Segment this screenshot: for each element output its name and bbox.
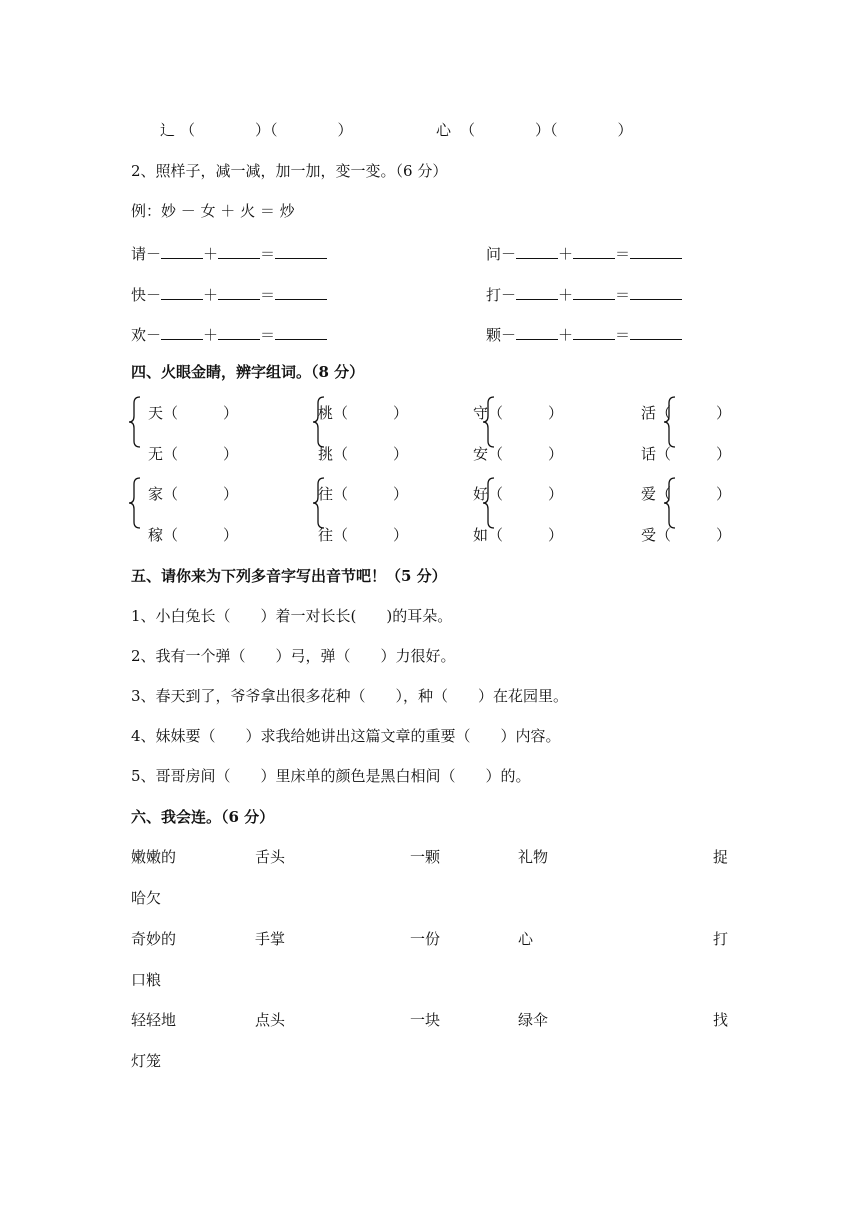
radical-chuo-slots: （ ）（ ） [180, 121, 353, 139]
word-char: 活 [641, 404, 657, 422]
word-answer-slot[interactable]: （ ） [333, 445, 409, 463]
match-item[interactable]: 一份 [410, 930, 441, 948]
q2-row-left [131, 323, 327, 345]
match-item[interactable]: 哈欠 [131, 889, 162, 907]
answer-blank[interactable] [630, 242, 682, 259]
q2-title: 2、照样子，减一减，加一加，变一变。（6 分） [131, 162, 448, 180]
word-answer-slot[interactable]: （ ） [656, 485, 732, 503]
word-char: 往 [318, 485, 334, 503]
q2-operator-equals: ＝ [260, 286, 276, 304]
word-answer-slot[interactable]: （ ） [656, 445, 732, 463]
radical-xin-slots: （ ）（ ） [460, 121, 633, 139]
answer-blank[interactable] [630, 283, 682, 300]
word-group-entry [641, 525, 731, 545]
word-answer-slot[interactable]: （ ） [163, 485, 239, 503]
q2-row-left [131, 242, 327, 264]
answer-blank[interactable] [630, 323, 682, 340]
match-item[interactable]: 一颗 [410, 848, 441, 866]
word-char: 话 [641, 445, 657, 463]
curly-brace-icon [312, 395, 328, 449]
answer-blank[interactable] [161, 283, 203, 300]
answer-blank[interactable] [516, 283, 558, 300]
answer-blank[interactable] [275, 283, 327, 300]
answer-blank[interactable] [516, 323, 558, 340]
q2-operator-plus: ＋ [558, 245, 574, 263]
word-group-entry [641, 444, 731, 464]
q2-operator-plus: ＋ [203, 286, 219, 304]
word-char: 天 [148, 404, 164, 422]
q2-operator-equals: ＝ [260, 245, 276, 263]
word-char: 守 [473, 404, 489, 422]
word-answer-slot[interactable]: （ ） [163, 404, 239, 422]
word-group-entry [318, 444, 408, 464]
word-char: 爱 [641, 485, 657, 503]
q2-operator-minus: － [146, 245, 162, 263]
word-answer-slot[interactable]: （ ） [333, 485, 409, 503]
q2-char: 欢 [131, 326, 147, 344]
q2-operator-minus: － [501, 326, 517, 344]
q2-char: 问 [486, 245, 502, 263]
q2-row-right [486, 283, 682, 305]
section6-title: 六、我会连。（6 分） [131, 808, 275, 826]
match-item[interactable]: 捉 [713, 848, 729, 866]
word-group-entry [148, 444, 238, 464]
match-item[interactable]: 绿伞 [518, 1011, 549, 1029]
q2-operator-minus: － [146, 286, 162, 304]
answer-blank[interactable] [161, 242, 203, 259]
q2-operator-plus: ＋ [558, 286, 574, 304]
curly-brace-icon [312, 476, 328, 530]
q2-char: 快 [131, 286, 147, 304]
word-group-entry [148, 525, 238, 545]
word-group-entry [148, 484, 238, 504]
word-char: 安 [473, 445, 489, 463]
section5-item: 4、妹妹要（ ）求我给她讲出这篇文章的重要（ ）内容。 [131, 727, 561, 745]
match-item[interactable]: 点头 [255, 1011, 286, 1029]
word-answer-slot[interactable]: （ ） [163, 445, 239, 463]
word-answer-slot[interactable]: （ ） [656, 404, 732, 422]
answer-blank[interactable] [573, 323, 615, 340]
q2-operator-equals: ＝ [260, 326, 276, 344]
answer-blank[interactable] [573, 242, 615, 259]
q2-char: 颗 [486, 326, 502, 344]
section4-title: 四、火眼金睛，辨字组词。（8 分） [131, 363, 365, 381]
word-group-entry [641, 484, 731, 504]
q2-operator-minus: － [501, 286, 517, 304]
word-group-entry [148, 403, 238, 423]
curly-brace-icon [482, 476, 498, 530]
word-char: 受 [641, 526, 657, 544]
curly-brace-icon [128, 476, 144, 530]
q2-operator-equals: ＝ [615, 326, 631, 344]
answer-blank[interactable] [218, 323, 260, 340]
curly-brace-icon [128, 395, 144, 449]
word-answer-slot[interactable]: （ ） [488, 404, 564, 422]
match-item[interactable]: 打 [713, 930, 729, 948]
word-group-entry [318, 484, 408, 504]
word-group-entry [318, 525, 408, 545]
answer-blank[interactable] [218, 242, 260, 259]
answer-blank[interactable] [275, 242, 327, 259]
q2-operator-minus: － [146, 326, 162, 344]
match-item[interactable]: 口粮 [131, 971, 162, 989]
word-answer-slot[interactable]: （ ） [163, 526, 239, 544]
match-item[interactable]: 灯笼 [131, 1052, 162, 1070]
word-answer-slot[interactable]: （ ） [333, 404, 409, 422]
curly-brace-icon [663, 395, 679, 449]
answer-blank[interactable] [218, 283, 260, 300]
word-answer-slot[interactable]: （ ） [488, 526, 564, 544]
section5-item: 3、春天到了，爷爷拿出很多花种（ ），种（ ）在花园里。 [131, 687, 569, 705]
match-item[interactable]: 嫩嫩的 [131, 848, 177, 866]
q2-operator-plus: ＋ [203, 245, 219, 263]
q2-row-left [131, 283, 327, 305]
word-answer-slot[interactable]: （ ） [488, 485, 564, 503]
match-item[interactable]: 手掌 [255, 930, 286, 948]
word-char: 无 [148, 445, 164, 463]
match-item[interactable]: 奇妙的 [131, 930, 177, 948]
q2-char: 打 [486, 286, 502, 304]
answer-blank[interactable] [275, 323, 327, 340]
curly-brace-icon [663, 476, 679, 530]
radical-chuo: 辶 [160, 121, 176, 139]
section5-item: 5、哥哥房间（ ）里床单的颜色是黑白相间（ ）的。 [131, 767, 531, 785]
answer-blank[interactable] [516, 242, 558, 259]
word-char: 好 [473, 485, 489, 503]
answer-blank[interactable] [573, 283, 615, 300]
match-item[interactable]: 一块 [410, 1011, 441, 1029]
match-item[interactable]: 礼物 [518, 848, 549, 866]
curly-brace-icon [482, 395, 498, 449]
section5-title: 五、请你来为下列多音字写出音节吧！（5 分） [131, 567, 447, 585]
q2-operator-minus: － [501, 245, 517, 263]
match-item[interactable]: 轻轻地 [131, 1011, 177, 1029]
word-group-entry [641, 403, 731, 423]
section5-item: 1、小白兔长（ ）着一对长长( )的耳朵。 [131, 607, 453, 625]
q2-operator-equals: ＝ [615, 286, 631, 304]
word-char: 如 [473, 526, 489, 544]
word-answer-slot[interactable]: （ ） [333, 526, 409, 544]
match-item[interactable]: 舌头 [255, 848, 286, 866]
word-char: 桃 [318, 404, 334, 422]
q2-row-right [486, 323, 682, 345]
q2-char: 请 [131, 245, 147, 263]
match-item[interactable]: 心 [518, 930, 534, 948]
word-char: 家 [148, 485, 164, 503]
q2-row-right [486, 242, 682, 264]
word-char: 往 [318, 526, 334, 544]
q2-operator-plus: ＋ [558, 326, 574, 344]
q2-operator-equals: ＝ [615, 245, 631, 263]
word-char: 挑 [318, 445, 334, 463]
word-char: 稼 [148, 526, 164, 544]
word-answer-slot[interactable]: （ ） [488, 445, 564, 463]
radical-xin: 心 [436, 121, 452, 139]
q2-example: 例：妙 － 女 ＋ 火 ＝ 炒 [131, 202, 295, 220]
section5-item: 2、我有一个弹（ ）弓，弹（ ）力很好。 [131, 647, 456, 665]
answer-blank[interactable] [161, 323, 203, 340]
match-item[interactable]: 找 [713, 1011, 729, 1029]
q2-operator-plus: ＋ [203, 326, 219, 344]
word-answer-slot[interactable]: （ ） [656, 526, 732, 544]
word-group-entry [318, 403, 408, 423]
